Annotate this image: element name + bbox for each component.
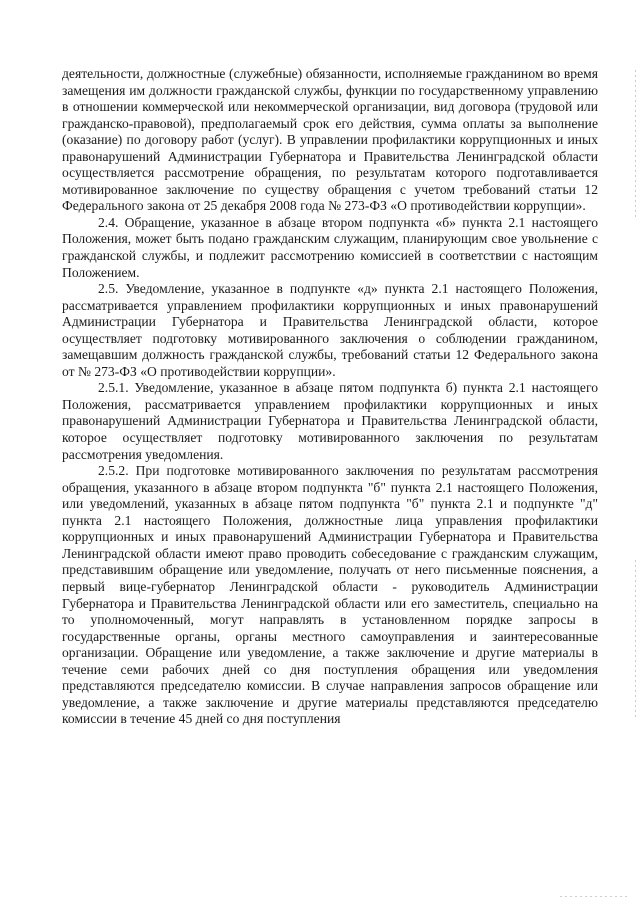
paragraph-2-5-1: 2.5.1. Уведомление, указанное в абзаце пятом подпункта б) пункта 2.1 настоящего Положения, рассматривается управлением профилактики коррупционных и иных правонарушений Администрации Губернатора и Правительства Ленинградской области, которое осуществляет подготовку мотивированного заключения по результатам рассмотрения уведомления. <box>62 380 598 462</box>
paragraph-2-5-2: 2.5.2. При подготовке мотивированного заключения по результатам рассмотрения обращения, указанного в абзаце втором подпункта "б" пункта 2.1 настоящего Положения, или уведомлений, указанных в абзаце пятом подпункта "б" пункта 2.1 и подпункте "д" пункта 2.1 настоящего Положения, должностные лица управления профилактики коррупционных и иных правонарушений Администрации Губернатора и Правительства Ленинградской области имеют право проводить собеседование с гражданским служащим, представившим обращение или уведомление, получать от него письменные пояснения, а первый вице-губернатор Ленинградской области - руководитель Администрации Губернатора и Правительства Ленинградской области или его заместитель, специально на то уполномоченный, могут направлять в установленном порядке запросы в государственные органы, органы местного самоуправления и заинтересованные организации. Обращение или уведомление, а также заключение и другие материалы в течение семи рабочих дней со дня поступления обращения или уведомления представляются председателю комиссии. В случае направления запросов обращение или уведомление, а также заключение и другие материалы представляются председателю комиссии в течение 45 дней со дня поступления <box>62 463 598 727</box>
paragraph-2-4: 2.4. Обращение, указанное в абзаце втором подпункта «б» пункта 2.1 настоящего Положения, может быть подано гражданским служащим, планирующим свое увольнение с гражданской службы, и подлежит рассмотрению комиссией в соответствии с настоящим Положением. <box>62 214 598 280</box>
paragraph-continuation: деятельности, должностные (служебные) обязанности, исполняемые гражданином во время замещения им должности гражданской службы, функции по государственному управлению в отношении коммерческой или некоммерческой организации, вид договора (трудовой или гражданско-правовой), предполагаемый срок его действия, сумма оплаты за выполнение (оказание) по договору работ (услуг). В управлении профилактики коррупционных и иных правонарушений Администрации Губернатора и Правительства Ленинградской области осуществляется рассмотрение обращения, по результатам которого подготавливается мотивированное заключение по существу обращения с учетом требований статьи 12 Федерального закона от 25 декабря 2008 года № 273-ФЗ «О противодействии коррупции». <box>62 66 598 214</box>
paragraph-2-5: 2.5. Уведомление, указанное в подпункте «д» пункта 2.1 настоящего Положения, рассматривается управлением профилактики коррупционных и иных правонарушений Администрации Губернатора и Правительства Ленинградской области, которое осуществляет подготовку мотивированного заключения о соблюдении гражданином, замещавшим должность гражданской службы, требований статьи 12 Федерального закона от № 273-ФЗ «О противодействии коррупции». <box>62 281 598 379</box>
document-page <box>62 66 598 886</box>
scan-edge-mark-middle <box>635 560 636 720</box>
scan-edge-mark-bottom <box>560 896 630 897</box>
scan-edge-mark-top <box>635 70 636 220</box>
